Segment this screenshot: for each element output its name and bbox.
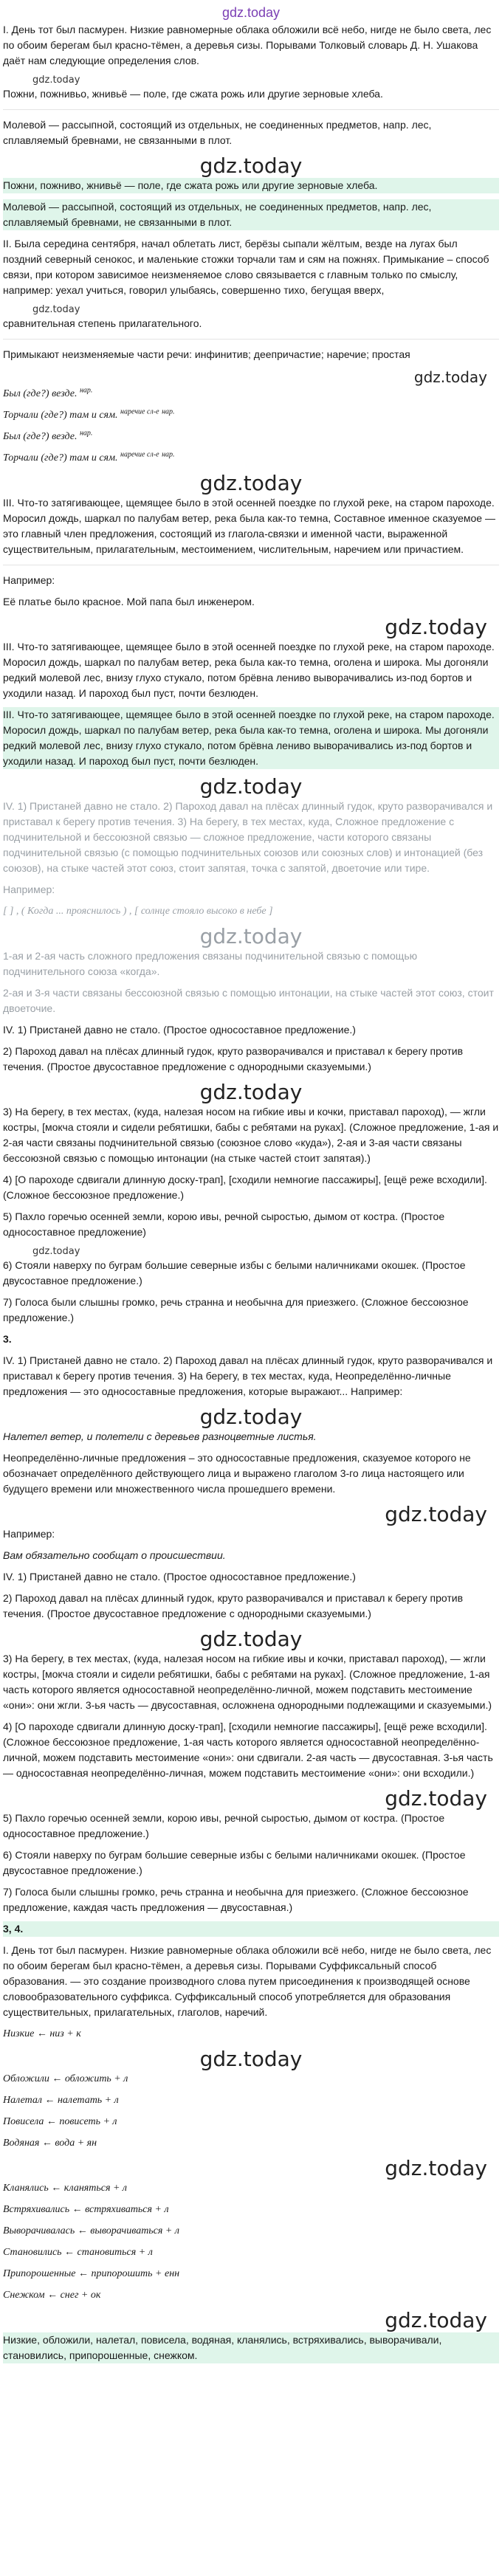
watermark: gdz.today: [199, 774, 303, 799]
muted-example-label: Например:: [3, 884, 55, 895]
analysis-1: IV. 1) Пристаней давно не стало. (Простое односоставное предложение.): [3, 1571, 356, 1583]
sentence-1: IV. 1) Пристаней давно не стало. (Простое односоставное предложение.): [3, 1024, 356, 1036]
watermark: gdz.today: [413, 368, 487, 386]
analysis-6: 6) Стояли наверху по буграм большие северные избы с белыми наличниками окошек. (Простое двусоставное предложение.): [3, 1849, 466, 1876]
watermark: gdz.today: [385, 2156, 487, 2180]
word-item: Повисела ← повисеть + л: [3, 2116, 117, 2127]
formula-torchali: Торчали (где?) там и сям. $^{наречие сл-е}$ $^{нар.}$: [3, 407, 175, 421]
intro-paragraph: I. День тот был пасмурен. Низкие равномерные облака обложили всё небо, нигде не было света, лес по обоим берегам был красно-тёмен, а деревья сизы. Порывами Толковый словарь Д. Н. Ушакова даёт нам следующие определения слов.: [3, 24, 492, 66]
section-3-definition: Неопределённо-личные предложения – это односоставные предложения, сказуемое которого не обозначает определённого действующего лица и выражено глаголом 3-го лица настоящего или будущего времени или множественного числа прошедшего времени.: [3, 1452, 471, 1495]
muted-block: [3, 799, 499, 1016]
analysis-2: 2) Пароход давал на плёсах длинный гудок, круто разворачивался и приставал к берегу против течения. (Простое двусоставное предложение с однородными сказуемыми.): [3, 1592, 464, 1619]
analysis-4: 4) [О пароходе сдвигали длинную доску-трап], [сходили немногие пассажиры], [ещё реже всходили]. (Сложное бессоюзное предложение, 1-ая часть которого является односоставной неопределённо-личной, можем подставить местоимение «они»: они сдвигали. 2-ая часть — двусоставная. 3-ья часть — односоставная неопределённо-личная, можем подставить местоимение «они»: они всходили.): [3, 1721, 493, 1779]
word-item: Низкие ← низ + к: [3, 2028, 81, 2039]
watermark: gdz.today: [199, 154, 303, 178]
sentence-4: 4) [О пароходе сдвигали длинную доску-трап], [сходили немногие пассажиры], [ещё реже всходили]. (Сложное бессоюзное предложение.): [3, 1174, 487, 1201]
watermark: gdz.today: [385, 1502, 487, 1526]
formula-bil-vezde: Был (где?) везде. $^{нар.}$: [3, 386, 93, 399]
muted-formula: [ ] , ( Когда ... прояснилось ) , [ солнце стояло высоко в небе ]: [3, 906, 273, 917]
sentence-3: 3) На берегу, в тех местах, (куда, налезая носом на гибкие ивы и кочки, приставал пароход), — жгли костры, [мокча стояли и сидели ребятишки, бабы с ребятами на руках]. (Сложное предложение, 1-ая и 2-ая части связаны подчинительной связью (союзное слово «куда»), 2-ая и 3-ая части связаны бессоюзной связью с помощью интонации (на стыке частей стоит запятая).): [3, 1106, 499, 1164]
watermark: gdz.today: [32, 75, 80, 86]
section-two-continued: сравнительная степень прилагательного.: [3, 317, 202, 329]
watermark: gdz.today: [199, 2047, 303, 2071]
sentence-7: 7) Голоса были слышны громко, речь странна и необычна для приезжего. (Сложное бессоюзное предложение.): [3, 1296, 469, 1323]
divider: [3, 109, 499, 110]
section-3-example-label: Например:: [3, 1528, 55, 1540]
section-two-paragraph: II. Была середина сентября, начал облетать лист, берёзы сыпали жёлтым, везде на лугах был поздний северный сенокос, и маленькие стожки торчали там и сям на пожнях. Примыкание – способ связи, при котором зависимое неизменяемое слово связывается с главным только по смыслу, например: уехал учиться, говорил улыбаясь, совершенно тихо, бегущая вверх,: [3, 238, 489, 296]
section-3-example: Налетел ветер, и полетели с деревьев разноцветные листья.: [3, 1430, 317, 1442]
word-item: Обложили ← обложить + л: [3, 2073, 128, 2084]
word-item: Встряхивались ← встряхиваться + л: [3, 2204, 169, 2215]
sentence-5: 5) Пахло горечью осенней земли, корою ивы, речной сыростью, дымом от костра. (Простое односоставное предложение): [3, 1210, 445, 1238]
muted-paragraph-1: IV. 1) Пристаней давно не стало. 2) Пароход давал на плёсах длинный гудок, круто разворачивался и приставал к берегу против течения. 3) На берегу, в тех местах, куда, Сложное предложение с подчинительной и бессоюзной связью — сложное предложение, части которого связаны подчинительной связью (с помощью подчинительных союзов или союзных слов) и интонацией (без союзов), на стыке частей этот союз, стоит запятая, точка с запятой, двоеточие или тире.: [3, 800, 493, 874]
watermark: gdz.today: [199, 1627, 303, 1651]
section-3-intro: IV. 1) Пристаней давно не стало. 2) Пароход давал на плёсах длинный гудок, круто разворачивался и приставал к берегу против течения. 3) На берегу, в тех местах, куда, Неопределённо-личные предложения — это односоставные предложения, которые выражают... Например:: [3, 1354, 493, 1397]
watermark: gdz.today: [199, 1405, 303, 1429]
word-item: Становились ← становиться + л: [3, 2247, 153, 2258]
watermark: gdz.today: [32, 1246, 80, 1257]
example-sentence: Её платье было красное. Мой папа был инженером.: [3, 596, 255, 607]
watermark: gdz.today: [385, 615, 487, 639]
analysis-7: 7) Голоса были слышны громко, речь странна и необычна для приезжего. (Сложное бессоюзное предложение, каждая часть предложения — двусоставная.): [3, 1886, 469, 1913]
analysis-3: 3) На берегу, в тех местах, (куда, налезая носом на гибкие ивы и кочки, приставал пароход), — жгли костры, [мокча стояли и сидели ребятишки, бабы с ребятами на руках]. (Сложное предложение, 1-ая часть которого является односоставной неопределённо-личной, можем подставить местоимение «они»: они жгли. 3-ья часть — двусоставная, осложнена однородными подлежащими и сказуемыми.): [3, 1653, 492, 1711]
section-3-example-2: Вам обязательно сообщат о происшествии.: [3, 1549, 226, 1561]
word-item: Налетал ← налетать + л: [3, 2095, 119, 2106]
watermark: gdz.today: [199, 924, 303, 948]
formula-torchali-2: Торчали (где?) там и сям. $^{наречие сл-е}$ $^{нар.}$: [3, 450, 175, 464]
watermark: gdz.today: [385, 2308, 487, 2332]
word-item: Припорошенные ← припорошить + енн: [3, 2268, 180, 2279]
formula-bil-vezde-2: Был (где?) везде. $^{нар.}$: [3, 429, 93, 442]
muted-paragraph-3: 2-ая и 3-я части связаны бессоюзной связью с помощью интонации, на стыке частей этот союз, стоит двоеточие.: [3, 987, 494, 1014]
watermark: gdz.today: [199, 1080, 303, 1104]
watermark: gdz.today: [199, 471, 303, 495]
watermark: gdz.today: [385, 1786, 487, 1811]
section-3-4-intro: I. День тот был пасмурен. Низкие равномерные облака обложили всё небо, нигде не было света, лес по обоим берегам был красно-тёмен, а деревья сизы. Порывами Суффиксальный способ образования. — это создание производного слова путем присоединения к производящей основе словообразовательного суффикса. Суффиксальный способ употребляется для образования существительных, прилагательных, глаголов, наречий.: [3, 1944, 492, 2018]
word-item: Кланялись ← кланяться + л: [3, 2183, 128, 2194]
analysis-5: 5) Пахло горечью осенней земли, корою ивы, речной сыростью, дымом от костра. (Простое односоставное предложение.): [3, 1812, 445, 1839]
divider: [3, 339, 499, 340]
definition-pozhni: Пожни, пожнивьо, жнивьё — поле, где сжата рожь или другие зерновые хлеба.: [3, 88, 383, 100]
section-number-3-4: 3, 4.: [3, 1921, 499, 1937]
watermark: gdz.today: [32, 304, 80, 315]
highlight-definition-molevoy: Молевой — рассыпной, состоящий из отдельных, не соединенных предметов, напр. лес, сплавляемый бревнами, не связанными в плот.: [3, 199, 499, 230]
word-item: Выворачивалась ← выворачиваться + л: [3, 2225, 179, 2236]
sentence-6: 6) Стояли наверху по буграм большие северные избы с белыми наличниками окошек. (Простое двусоставное предложение.): [3, 1259, 466, 1287]
watermark-logo: gdz.today: [221, 5, 281, 20]
adjacency-note: Примыкают неизменяемые части речи: инфинитив; деепричастие; наречие; простая: [3, 348, 410, 360]
word-formation-list: [3, 2026, 499, 2332]
section-number-3: 3.: [3, 1333, 12, 1345]
final-word-list: Низкие, обложили, налетал, повисела, водяная, кланялись, встряхивались, выворачивали, становились, припорошенные, снежком.: [3, 2332, 499, 2363]
muted-paragraph-2: 1-ая и 2-ая часть сложного предложения связаны подчинительной связью с помощью подчинительного союза «когда».: [3, 950, 418, 977]
section-three-definition: III. Что-то затягивающее, щемящее было в этой осенней поездке по глухой реке, на старом пароходе. Моросил дождь, шаркал по палубам ветер, река была как-то темна, Составное именное сказуемое — это главный член предложения, состоящий из глагола-связки и именной части, выраженной существительным, прилагательным, местоимением, числительным, наречием или причастием.: [3, 497, 495, 555]
example-label: Например:: [3, 574, 55, 586]
section-three-text: III. Что-то затягивающее, щемящее было в этой осенней поездке по глухой реке, на старом пароходе. Моросил дождь, шаркал по палубам ветер, река была как-то темна, оголена и широка. Мы догоняли редкий молевой лес, внизу глухо стукало, потом брёвна лениво выворачивались из-под бортов и уходили назад. И пароход был пуст, почти безлюден.: [3, 641, 495, 699]
word-item: Водяная ← вода + ян: [3, 2138, 97, 2149]
section-three-highlighted: III. Что-то затягивающее, щемящее было в этой осенней поездке по глухой реке, на старом пароходе. Моросил дождь, шаркал по палубам ветер, река была как-то темна, оголена и широка. Мы догоняли редкий молевой лес, внизу глухо стукало, потом брёвна лениво выворачивались из-под бортов и уходили назад. И пароход был пуст, почти безлюден.: [3, 707, 499, 769]
word-item: Снежком ← снег + ок: [3, 2290, 101, 2301]
definition-molevoy: Молевой — рассыпной, состоящий из отдельных, не соединенных предметов, напр. лес, сплавляемый бревнами, не связанными в плот.: [3, 119, 432, 146]
sentence-2: 2) Пароход давал на плёсах длинный гудок, круто разворачивался и приставал к берегу против течения. (Простое двусоставное предложение с однородными сказуемыми.): [3, 1045, 464, 1072]
highlight-definition-pozhni: Пожни, пожниво, жнивьё — поле, где сжата рожь или другие зерновые хлеба.: [3, 178, 499, 193]
